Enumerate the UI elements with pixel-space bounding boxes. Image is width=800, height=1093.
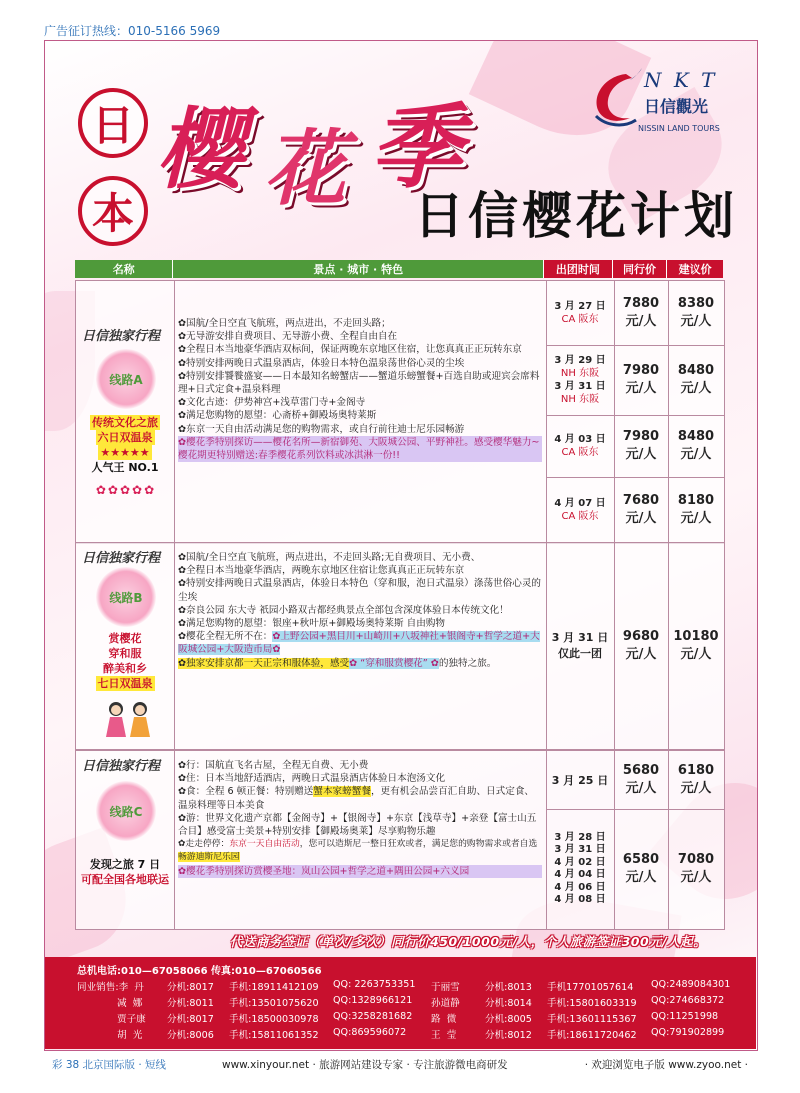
peer-price: 7980	[622, 363, 660, 378]
price-unit: 元/人	[680, 447, 712, 462]
contact-qq: QQ:869596072	[333, 1027, 407, 1038]
col-retail-price-header: 建议价	[667, 260, 723, 278]
contact-mobile: 手机:18611720462	[547, 1030, 637, 1041]
table-header	[75, 260, 723, 278]
list-item: ✿无导游安排自费项目、无导游小费、全程自由自在	[178, 331, 398, 343]
route-b-badge	[96, 567, 156, 627]
title-char-2: 花	[264, 121, 346, 217]
contact-name: 孙道静	[431, 998, 460, 1009]
date-cell	[546, 477, 614, 543]
contact-name	[77, 1027, 167, 1042]
col-name-header: 名称	[75, 260, 173, 278]
peer-price: 5680	[622, 763, 660, 778]
contact-mobile: 手机:18911412109	[229, 982, 319, 993]
price-cell	[614, 751, 668, 810]
contact-name: 王 莹	[431, 1030, 457, 1041]
tag: 穿和服	[108, 647, 142, 660]
contact-ext: 分机:8014	[485, 998, 532, 1009]
ri-circle: 日	[78, 88, 148, 158]
list-item-tail: ，更有机会品尝百汇自助、日式定食、温泉料理等日本美食	[178, 786, 535, 811]
contact-mobile: 手机:18500030978	[229, 1014, 319, 1025]
route-b-list	[178, 551, 542, 670]
list-item-highlight: ✿上野公园+黑目川+山崎川+八坂神社+银阁寺+哲学之道+大阪城公园+大阪造币局✿	[178, 631, 540, 656]
retail-price: 6180	[677, 763, 715, 778]
price-unit: 元/人	[625, 447, 657, 462]
contact-row	[77, 995, 724, 1010]
airline: CA 阪东	[561, 314, 599, 325]
contact-mobile: 手机:13501075620	[229, 998, 319, 1009]
tag: 发现之旅 7 日	[89, 858, 161, 871]
price-unit: 元/人	[680, 314, 712, 329]
date-cell	[546, 809, 614, 929]
list-item-highlight: 畅游迪斯尼乐园	[178, 852, 240, 863]
logo-en: NISSIN LAND TOURS	[638, 124, 720, 133]
route-c-list	[178, 759, 542, 878]
price-cell	[668, 809, 724, 929]
contact-qq: QQ:791902899	[651, 1027, 725, 1038]
price-cell	[614, 281, 668, 346]
list-item: ✿文化古迹：伊势神宫+浅草雷门寺+金阁寺	[178, 397, 366, 409]
contact-mobile: 手机:15801603319	[547, 998, 637, 1009]
price-cell	[668, 415, 724, 478]
date-cell	[546, 415, 614, 478]
peer-price: 6580	[622, 852, 660, 867]
contact-name-text: 贾子康	[117, 1014, 146, 1025]
route-c-badge	[96, 781, 156, 841]
route-b-retail-prices	[668, 543, 724, 749]
retail-price: 8480	[677, 429, 715, 444]
date-cell	[546, 751, 614, 810]
flower-icons: ✿✿✿✿✿	[95, 483, 157, 497]
peer-price: 7980	[622, 429, 660, 444]
date-note: 仅此一团	[557, 647, 602, 660]
route-a-retail-prices	[668, 281, 724, 543]
route-name: 线路C	[109, 804, 143, 819]
price-cell	[614, 477, 668, 543]
route-a-label-cell	[76, 281, 175, 543]
contact-qq: QQ: 2263753351	[333, 979, 416, 990]
list-item: ✿特别安排两晚日式温泉酒店，体验日本特色温泉荡世俗心灵的尘埃	[178, 357, 465, 369]
stars-rating: ★★★★★	[100, 446, 150, 459]
route-a-tags	[78, 415, 172, 475]
list-item	[178, 785, 542, 811]
price-unit: 元/人	[625, 511, 657, 526]
header	[44, 40, 756, 260]
price-unit: 元/人	[680, 511, 712, 526]
list-item: ✿东京一天自由活动满足您的购物需求，或自行前往迪士尼乐园畅游	[178, 423, 465, 435]
tag: 七日双温泉	[97, 677, 153, 690]
date: 3 月 25 日	[551, 773, 609, 787]
list-item	[178, 657, 542, 670]
list-item	[178, 630, 542, 656]
price-cell	[668, 751, 724, 810]
title-char-3: 季	[370, 93, 463, 201]
route-c	[75, 750, 725, 930]
col-peer-price-header: 同行价	[613, 260, 668, 278]
date: 4 月 04 日	[554, 869, 606, 880]
contact-row	[77, 979, 730, 994]
price-unit: 元/人	[625, 647, 657, 662]
contact-ext: 分机:8005	[485, 1014, 532, 1025]
route-a-dates	[546, 281, 615, 543]
route-a	[75, 280, 725, 544]
peer-price: 9680	[622, 629, 660, 644]
list-item-lead: ✿食：全程 6 顿正餐：特别赠送	[178, 786, 314, 798]
tag: 六日双温泉	[97, 431, 153, 444]
date-cell	[546, 281, 614, 346]
contact-qq: QQ:11251998	[651, 1011, 719, 1022]
price-cell	[614, 415, 668, 478]
list-item: ✿游：世界文化遗产京都【金阁寺】+【银阁寺】+东京【浅草寺】+亲登【富士山五合目】感受富士美景+特别安排【御殿场奥莱】尽享购物乐趣	[178, 812, 537, 838]
price-unit: 元/人	[680, 870, 712, 885]
price-unit: 元/人	[625, 870, 657, 885]
price-cell	[668, 543, 724, 749]
list-item: ✿特别安排两晚日式温泉酒店，体验日本特色（穿和服，泡日式温泉）涤荡世俗心灵的尘埃	[178, 578, 542, 603]
route-b-peer-prices	[614, 543, 669, 749]
date: 3 月 29 日	[554, 355, 606, 366]
tag: 可配全国各地联运	[81, 873, 169, 886]
contact-name-text: 胡 光	[117, 1030, 143, 1041]
contacts-panel	[45, 957, 756, 1049]
hotline: 总机电话:010—67058066 传真:010—67060566	[77, 966, 322, 977]
list-item-highlight: 东京一天自由活动	[229, 839, 300, 850]
airline: NH 东阪	[560, 368, 600, 379]
price-cell	[668, 281, 724, 346]
retail-price: 8380	[677, 296, 715, 311]
contact-qq: QQ:2489084301	[651, 979, 731, 990]
price-cell	[614, 809, 668, 929]
route-c-sights	[174, 751, 547, 929]
contact-mobile: 手机:15811061352	[229, 1030, 319, 1041]
price-unit: 元/人	[680, 781, 712, 796]
contact-mobile: 手机17701057614	[547, 982, 634, 993]
contact-qq: QQ:1328966121	[333, 995, 413, 1006]
list-item-highlight: 蟹本家螃蟹餐	[313, 786, 371, 798]
tag: 传统文化之旅	[92, 416, 158, 429]
list-item: ✿全程日本当地豪华酒店，两晚东京地区住宿让您真真正正玩转东京	[178, 565, 465, 577]
list-item: ✿国航/全日空直飞航班，两点进出，不走回头路；	[178, 318, 391, 329]
ad-hotline: 广告征订热线：010-5166 5969	[44, 24, 221, 38]
list-item-highlight: ✿ “穿和服赏樱花” ✿	[349, 657, 439, 669]
route-a-badge	[96, 349, 156, 409]
exclusive-label: 日信独家行程	[82, 329, 161, 344]
contact-ext: 分机:8011	[167, 998, 214, 1009]
route-b-dates	[546, 543, 615, 749]
contact-ext: 分机:8006	[167, 1030, 214, 1041]
footer-page-info: 彩 38 北京国际版 · 短线	[52, 1059, 167, 1071]
footer-ebook-link[interactable]: · 欢迎浏览电子版 www.zyoo.net ·	[584, 1059, 748, 1071]
tag: 赏樱花	[108, 632, 142, 645]
list-item-tail: 的独特之旅。	[438, 657, 497, 669]
contact-ext: 分机:8017	[167, 982, 214, 993]
price-unit: 元/人	[680, 381, 712, 396]
contact-ext: 分机:8017	[167, 1014, 214, 1025]
route-b-sights	[174, 543, 547, 749]
list-item: ✿奈良公园 东大寺 祇园小路双古都经典景点全部包含深度体验日本传统文化！	[178, 604, 509, 616]
list-item: ✿满足您购物的愿望：银座+秋叶原+御殿场奥特莱斯 自由购物	[178, 618, 446, 630]
price-unit: 元/人	[625, 381, 657, 396]
title-char-1: 樱	[156, 97, 245, 201]
route-name: 线路B	[109, 590, 143, 605]
route-a-sights	[174, 281, 547, 543]
date: 3 月 28 日	[554, 831, 606, 843]
list-item: ✿行：国航直飞名古屋，全程无自费、无小费	[178, 760, 369, 771]
date-cell	[546, 345, 614, 416]
route-c-label-cell	[76, 751, 175, 929]
list-item: ✿满足您购物的愿望：心斋桥+御殿场奥特莱斯	[178, 410, 377, 422]
logo-name: 日信觀光	[644, 97, 709, 116]
airline: CA 阪东	[561, 511, 599, 522]
price-cell	[614, 345, 668, 416]
list-item: ✿全程日本当地豪华酒店双标间，保证两晚东京地区住宿，让您真真正正玩转东京	[178, 344, 522, 356]
list-item: ✿特别安排饕餮盛宴——日本最知名螃蟹店——蟹道乐螃蟹餐+百选自助或迎宾会席料理+日式定食+温泉料理	[178, 370, 540, 396]
tag: 人气王 NO.1	[91, 461, 159, 474]
price-cell	[668, 477, 724, 543]
list-item: ✿住：日本当地舒适酒店，两晚日式温泉酒店体验日本泡汤文化	[178, 773, 446, 785]
route-b-label-cell	[76, 543, 175, 749]
contact-name: 路 微	[431, 1014, 457, 1025]
contact-qq: QQ:274668372	[651, 995, 725, 1006]
contact-name	[77, 1011, 167, 1026]
peer-price: 7680	[622, 493, 660, 508]
contact-qq: QQ:3258281682	[333, 1011, 413, 1022]
route-c-dates	[546, 751, 615, 929]
date: 4 月 07 日	[554, 498, 606, 509]
price-cell	[614, 543, 668, 749]
subtitle: 日信樱花计划	[414, 186, 738, 245]
list-item-highlight: ✿独家安排京都一天正宗和服体验，感受	[178, 657, 350, 669]
date: 3 月 31 日	[554, 844, 606, 855]
date: 4 月 02 日	[554, 856, 606, 868]
list-item-lead: ✿樱花全程无所不在：	[178, 631, 273, 643]
price-unit: 元/人	[625, 314, 657, 329]
price-unit: 元/人	[625, 781, 657, 796]
contact-ext: 分机:8013	[485, 982, 532, 993]
col-date-header: 出团时间	[544, 260, 613, 278]
contact-ext: 分机:8012	[485, 1030, 532, 1041]
list-item-tail: ，您可以造斯尼一整日狂欢或者，满足您的购物需求或者自选	[299, 839, 538, 850]
contact-mobile: 手机:13601115367	[547, 1014, 637, 1025]
visa-note: 代送商务签证（单次/多次）同行价450/1000元/人，个人旅游签证300元/人起。	[230, 934, 707, 949]
exclusive-label: 日信独家行程	[82, 759, 161, 774]
contact-row	[77, 1027, 724, 1042]
list-item-highlight: ✿樱花季特别探访赏樱圣地：岚山公园+哲学之道+隅田公园+六义园	[178, 865, 542, 878]
route-b	[75, 542, 725, 750]
exclusive-label: 日信独家行程	[82, 551, 161, 566]
col-sights-header: 景点 · 城市 · 特色	[173, 260, 544, 278]
route-a-list	[178, 317, 542, 462]
route-c-peer-prices	[614, 751, 669, 929]
company-logo	[586, 66, 726, 146]
retail-price: 10180	[673, 629, 719, 644]
date-cell	[546, 543, 614, 749]
retail-price: 7080	[677, 852, 715, 867]
retail-price: 8480	[677, 363, 715, 378]
date: 3 月 31 日	[551, 631, 609, 644]
airline: NH 东阪	[560, 394, 600, 405]
date: 3 月 31 日	[554, 381, 606, 392]
contact-name: 于丽雪	[431, 982, 460, 993]
date: 4 月 03 日	[554, 434, 606, 445]
route-c-retail-prices	[668, 751, 724, 929]
list-item-highlight: ✿樱花季特别探访——樱花名所—新宿御苑、大阪城公园、平野神社。感受樱华魅力~樱花期更特别赠送:春季樱花系列饮料或冰淇淋一份!!	[178, 436, 542, 462]
date: 3 月 27 日	[554, 301, 606, 312]
list-item-lead: ✿走走停停：	[178, 839, 230, 850]
peer-price: 7880	[622, 296, 660, 311]
list-item: ✿国航/全日空直飞航班，两点进出，不走回头路;无自费项目、无小费、	[178, 552, 481, 563]
ben-circle: 本	[78, 176, 148, 246]
date: 4 月 08 日	[554, 894, 606, 905]
contact-name-text: 减 娜	[117, 998, 143, 1009]
contact-name: 同业销售:李 丹	[77, 982, 144, 993]
tag: 醉美和乡	[103, 662, 147, 675]
list-item	[178, 838, 542, 864]
contact-name	[77, 995, 167, 1010]
logo-nkt: N K T	[644, 68, 718, 92]
route-a-peer-prices	[614, 281, 669, 543]
contact-row	[77, 1011, 718, 1026]
airline: CA 阪东	[561, 447, 599, 458]
route-c-tags	[78, 857, 172, 887]
swan-logo-icon	[586, 66, 642, 130]
kimono-figures-icon	[98, 699, 158, 737]
retail-price: 8180	[677, 493, 715, 508]
footer-website[interactable]: www.xinyour.net · 旅游网站建设专家 · 专注旅游微电商研发	[222, 1059, 508, 1071]
price-cell	[668, 345, 724, 416]
date: 4 月 06 日	[554, 881, 606, 893]
route-b-tags	[78, 631, 172, 691]
route-name: 线路A	[109, 372, 143, 387]
price-unit: 元/人	[680, 647, 712, 662]
